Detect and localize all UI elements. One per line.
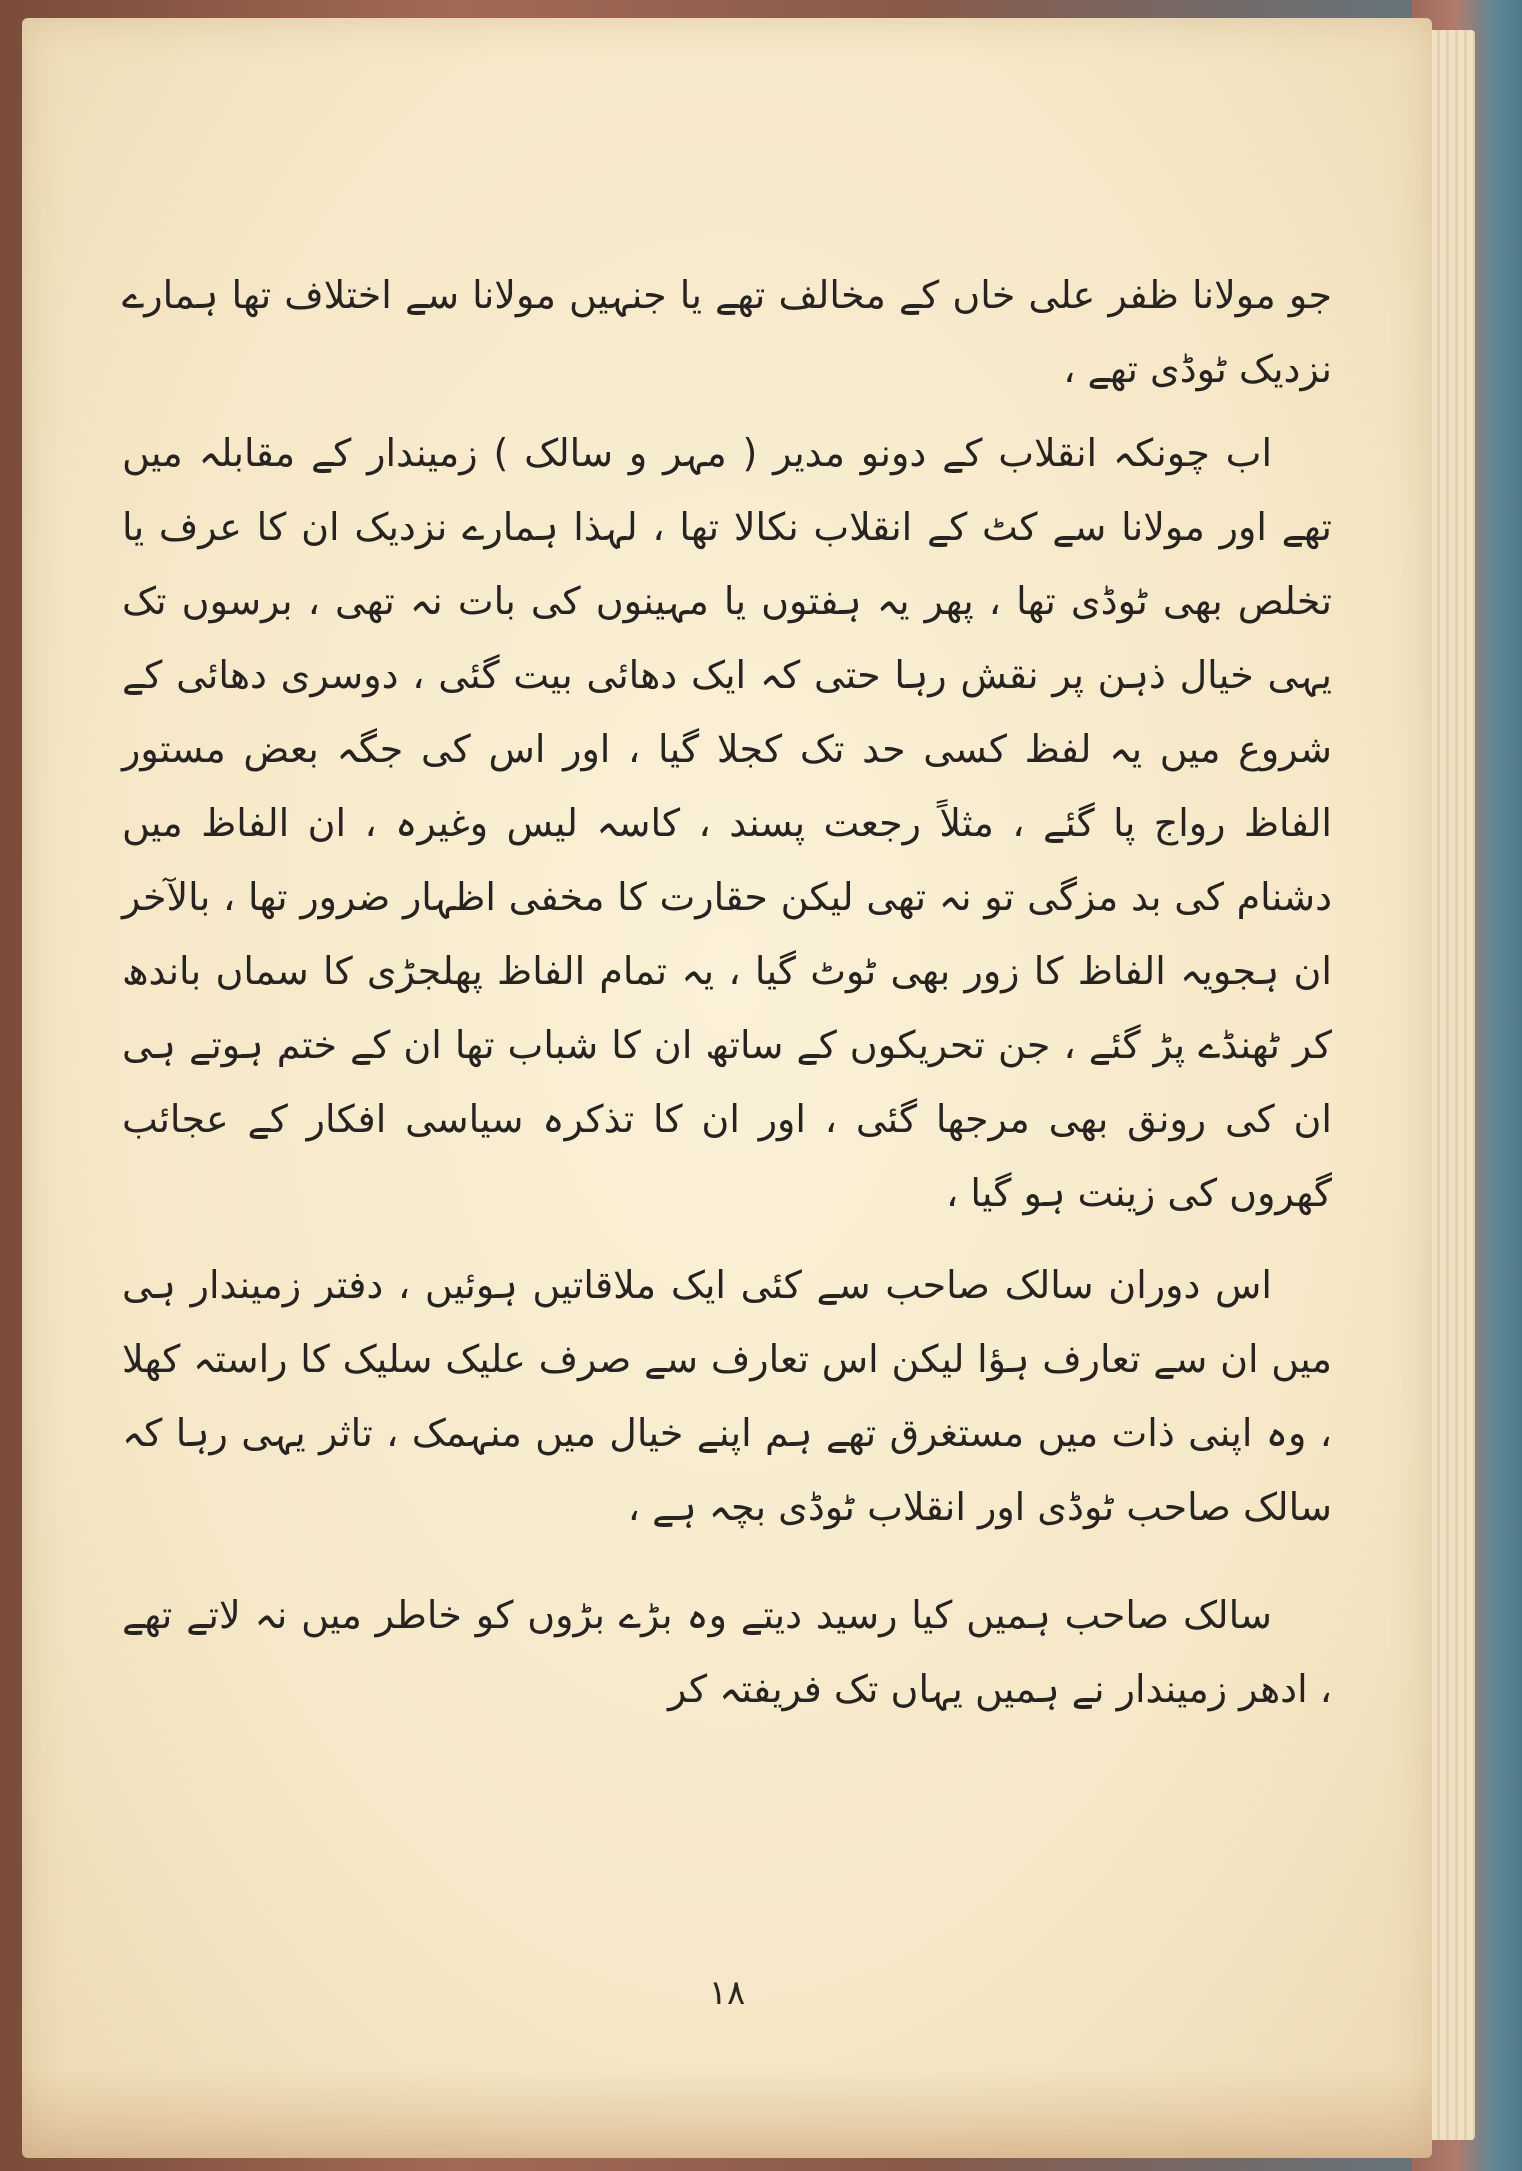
- paragraph-2: اب چونکہ انقلاب کے دونو مدیر ( مہر و سالک ) زمیندار کے مقابلہ میں تھے اور مولانا سے کٹ کے انقلاب نکالا تھا ، لہذا ہمارے نزدیک ان کا عرف یا تخلص بھی ٹوڈی تھا ، پھر یہ ہفتوں یا مہینوں کی بات نہ تھی ، برسوں تک یہی خیال ذہن پر نقش رہا حتی کہ ایک دھائی بیت گئی ، دوسری دھائی کے شروع میں یہ لفظ کسی حد تک کجلا گیا ، اور اس کی جگہ بعض مستور الفاظ رواج پا گئے ، مثلاً رجعت پسند ، کاسہ لیس وغیرہ ، ان الفاظ میں دشنام کی بد مزگی تو نہ تھی لیکن حقارت کا مخفی اظہار ضرور تھا ، بالآخر ان ہجویہ الفاظ کا زور بھی ٹوٹ گیا ، یہ تمام الفاظ پھلجڑی کا سماں باندھ کر ٹھنڈے پڑ گئے ، جن تحریکوں کے ساتھ ان کا شباب تھا ان کے ختم ہوتے ہی ان کی رونق بھی مرجھا گئی ، اور ان کا تذکرہ سیاسی افکار کے عجائب گھروں کی زینت ہو گیا ،: [122, 431, 1332, 1215]
- page-body: [122, 258, 1332, 1726]
- paragraph-3: اس دوران سالک صاحب سے کئی ایک ملاقاتیں ہوئیں ، دفتر زمیندار ہی میں ان سے تعارف ہؤا لیکن اس تعارف سے صرف علیک سلیک کا راستہ کھلا ، وہ اپنی ذات میں مستغرق تھے ہم اپنے خیال میں منہمک ، تاثر یہی رہا کہ سالک صاحب ٹوڈی اور انقلاب ٹوڈی بچہ ہے ،: [122, 1263, 1332, 1529]
- book-page: [22, 18, 1432, 2158]
- paragraph-1: جو مولانا ظفر علی خاں کے مخالف تھے یا جنہیں مولانا سے اختلاف تھا ہمارے نزدیک ٹوڈی تھے ،: [122, 273, 1332, 391]
- page-number: ١٨: [708, 1973, 746, 2013]
- paragraph-4: سالک صاحب ہمیں کیا رسید دیتے وہ بڑے بڑوں کو خاطر میں نہ لاتے تھے ، ادھر زمیندار نے ہمیں یہاں تک فریفتہ کر: [122, 1593, 1332, 1711]
